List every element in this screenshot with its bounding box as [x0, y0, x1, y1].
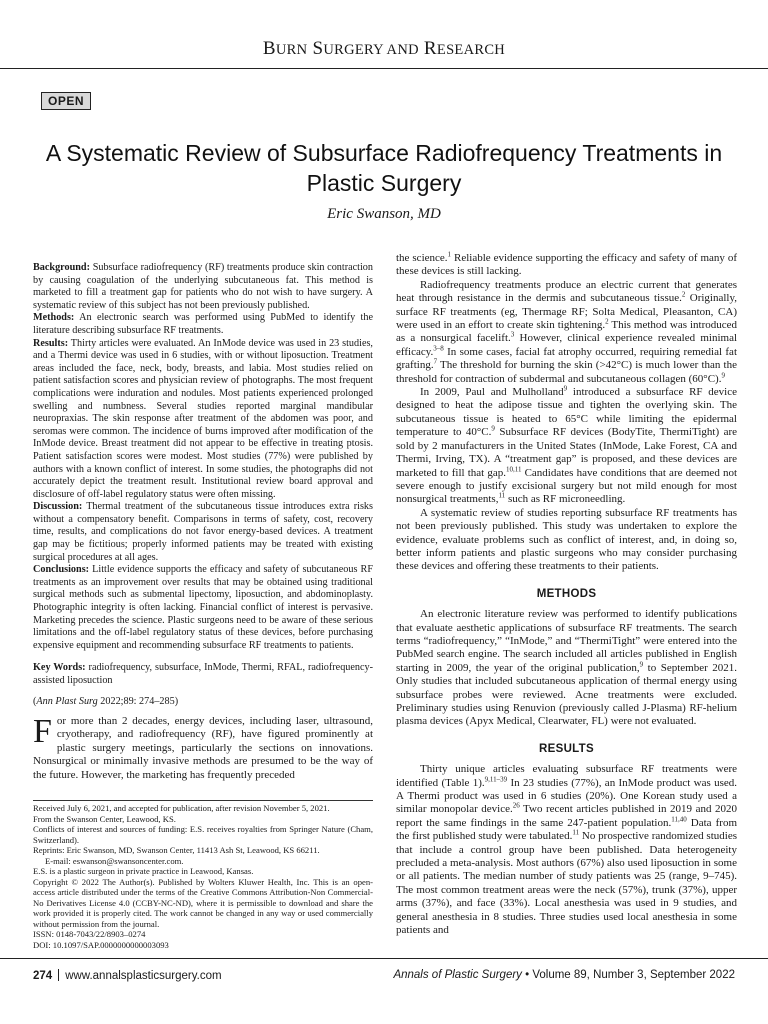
- footnote-from: From the Swanson Center, Leawood, KS.: [33, 813, 176, 824]
- journal-name-part: URGERY AND: [323, 42, 419, 58]
- footer-rule: [0, 958, 768, 959]
- ref-sup: 9: [563, 384, 568, 393]
- abstract-results: [33, 338, 373, 502]
- section-label: Background:: [33, 262, 90, 273]
- paragraph: A systematic review of studies reporting subsurface RF treatments has not been previously published. This study was undertaken to explore the evidence, evaluate problems such as conflict of interest, and, in doing so, better inform patients and plastic surgeons who may consider purchasing these devices and offering these treatments to their patients.: [396, 506, 737, 573]
- ref-sup: 9: [639, 660, 644, 669]
- page-number: 274: [33, 970, 53, 982]
- footnotes: [33, 803, 373, 950]
- citation-details: 2022;89: 274–285): [97, 695, 179, 707]
- section-heading-methods: METHODS: [536, 587, 597, 600]
- keywords: [33, 662, 373, 687]
- ref-sup: 9,11–39: [484, 774, 508, 783]
- abstract-background: [33, 262, 373, 312]
- section-label: Methods:: [33, 312, 75, 324]
- section-text: Subsurface radiofrequency (RF) treatments produce skin contraction by causing coagulation of the underlying subcutaneous fat. This method is marketed to fill a treatment gap for patients who do not wish to have surgery. A systematic review of this subject has not been previously published.: [33, 262, 373, 311]
- section-text: An electronic search was performed using PubMed to identify the literature describing subsurface RF treatments.: [33, 312, 373, 336]
- journal-url[interactable]: www.annalsplasticsurgery.com: [65, 970, 222, 982]
- journal-name-part: R: [423, 38, 437, 59]
- ref-sup: 7: [433, 357, 438, 366]
- ref-sup: 2: [681, 290, 686, 299]
- section-label: Conclusions:: [33, 564, 90, 576]
- ref-sup: 3–8: [433, 344, 444, 353]
- paragraph: In 2009, Paul and Mulholland$^9$ introduced a subsurface RF device designed to heat the adipose tissue and tighten the overlying skin. The subcutaneous tissue is heated to 65°C while limiting the epidermal temperature to 40°C.$^9$ Subsurface RF devices (BodyTite, ThermiTight) are sold by 2 manufacturers in the United States (InMode, Lake Forest, CA and Thermi, Irving, TX). A “treatment gap” is proposed, and these devices are marketed to fill that gap.$^{10,11}$ Candidates have conditions that are deemed not severe enough to justify excisional surgery but not mild enough for most nonsurgical treatments,$^{11}$ such as RF microneedling.: [396, 384, 738, 506]
- section-text: Thirty articles were evaluated. An InMode device was used in 23 studies, and a Thermi device was used in 6 studies, with or without liposuction. Treatment areas included the face, neck, body, breasts, and labia. Most studies relied on patient satisfaction scores and physician review of photographs. The most frequent complications were induration and nodules. Most patients experienced prolonged swelling and numbness. Several studies reported marginal mandibular neuropraxias. The skin response after treatment of the abdomen was poor, and seromas were common. The incidence of burns improved after modification of the InMode device. Breast treatment did not appear to be effective in treating ptosis. Patient satisfaction scores were modest. Most studies (77%) were published by authors with a known conflict of interest. In some studies, the photographs did not accurately depict the treatment result. Institutional review board approval and disclosure of off-label regulatory status were often missing.: [33, 337, 373, 500]
- article-author: Eric Swanson, MD: [327, 206, 441, 222]
- footnote-rule: [33, 800, 373, 801]
- paragraph: Radiofrequency treatments produce an electric current that generates heat through resistance in the dermis and subcutaneous tissue.$^2$ Originally, surface RF treatments (eg, Thermage RF; Solta Medical, Pleasanton, CA) were used in an effort to create skin tightening.$^2$ This method was introduced as a nonsurgical facelift.$^3$ However, clinical experience revealed minimal efficacy.$^{3-8}$ In some cases, facial fat atrophy occurred, requiring remedial fat grafting.$^7$ The threshold for burning the skin (>42°C) is much lower than the threshold for contraction of subdermal and subcutaneous collagen (60°C).$^9$: [396, 278, 738, 385]
- footnote-private: E.S. is a plastic surgeon in private practice in Leawood, Kansas.: [33, 866, 254, 876]
- section-label: Results:: [33, 337, 69, 349]
- open-access-badge: OPEN: [41, 92, 91, 110]
- paragraph: An electronic literature review was performed to identify publications that evaluate aesthetic applications of subsurface RF treatments. The search terms “radiofrequency,” “InMode,” and “ThermiTight” were entered into the PubMed search engine. The search included all articles published in English starting in 2009, the year of the original publication,$^9$ to September 2021. Only studies that included subcutaneous application of thermal energy using subsurface probes were reviewed. Acne treatments were excluded. Preliminary studies using Renuvion (previously called J-Plasma) RF-helium plasma devices (Apyx Medical, Clearwater, FL) were not evaluated.: [396, 608, 737, 728]
- ref-sup: 11,40: [671, 815, 687, 824]
- introduction: [33, 715, 373, 782]
- journal-name-part: ESEARCH: [436, 42, 506, 58]
- drop-cap: F: [33, 713, 52, 750]
- citation: [33, 696, 373, 709]
- paragraph: the science.$^1$ Reliable evidence supporting the efficacy and safety of many of these devices is still lacking.: [396, 250, 738, 278]
- abstract-conclusions: [33, 564, 373, 652]
- journal-header: [0, 38, 768, 60]
- footnote-issn: ISSN: 0148-7043/22/8903–0274: [33, 929, 146, 939]
- keywords-text: radiofrequency, subsurface, InMode, Thermi, RFAL, radiofrequency-assisted liposuction: [33, 662, 374, 686]
- ref-sup: 10,11: [505, 464, 522, 473]
- header-rule: [0, 68, 768, 69]
- footnote-reprints: Reprints: Eric Swanson, MD, Swanson Center, 11413 Ash St, Leawood, KS 66211.: [33, 845, 320, 855]
- ref-sup: 2: [605, 317, 609, 326]
- journal-name-part: S: [312, 38, 324, 59]
- footer-journal: Annals of Plastic Surgery: [393, 969, 522, 981]
- citation-paren: (: [33, 695, 37, 707]
- intro-text: or more than 2 decades, energy devices, including laser, ultrasound, cryotherapy, and radiofrequency (RF), have figured prominently at plastic surgery meetings, particularly the sections on innovations. Nonsurgical or minimally invasive methods are presumed to be the way of the future. However, the marketing has frequently preceded: [33, 715, 373, 781]
- abstract: [33, 262, 373, 708]
- ref-sup: 9: [721, 371, 725, 379]
- article-title: A Systematic Review of Subsurface Radiofrequency Treatments in Plastic Surgery: [45, 140, 723, 196]
- body-column-right: [396, 252, 737, 938]
- page-footer-left: [33, 969, 222, 982]
- section-text: Little evidence supports the efficacy and safety of subcutaneous RF treatments as an improvement over results that may be obtained using traditional surgical methods such as submental lipectomy, liposuction, and abdominoplasty. Photographic integrity is often lacking. Financial conflict of interest is pervasive. Marketing precedes the science. Plastic surgeons need to be aware of these serious limitations and the off-label regulatory status of these devices, before purchasing expensive equipment and recommending subsurface RF treatments to patients.: [33, 564, 374, 651]
- citation-journal: Ann Plast Surg: [36, 695, 98, 707]
- footnote-doi: DOI: 10.1097/SAP.0000000000003093: [33, 939, 169, 950]
- ref-sup: 26: [512, 801, 520, 810]
- footnote-received: Received July 6, 2021, and accepted for publication, after revision November 5, 2021.: [33, 803, 330, 813]
- section-text: Thermal treatment of the subcutaneous tissue introduces extra risks without a compensatory benefit. Comparisons in terms of safety, cost, recovery time, results, and complications do not favor energy-based devices. A treatment gap may be fictitious; properly informed patients may be treated with existing surgical procedures at all ages.: [33, 501, 373, 563]
- footnote-email: E-mail: eswanson@swansoncenter.com.: [45, 855, 184, 866]
- ref-sup: 11: [572, 828, 580, 837]
- section-heading-results: RESULTS: [539, 742, 594, 755]
- abstract-discussion: [33, 501, 373, 564]
- journal-name-part: B: [262, 38, 276, 59]
- footer-separator: [58, 969, 59, 981]
- paragraph: Thirty unique articles evaluating subsurface RF treatments were identified (Table 1).$^{9,11-39}$ In 23 studies (77%), an InMode product was used. A Thermi product was used in 6 studies (20%). One Korean study used a similar monopolar device.$^{26}$ Two recent articles published in 2019 and 2020 report the same findings in the same 247-patient population.$^{11,40}$ Data from the first published study were tabulated.$^{11}$ No prospective randomized studies that include a control group have been published. Data heterogeneity precluded a meta-analysis. Most authors (67%) also used liposuction in some or all patients. The median number of study patients was 25 (range, 9–745). The most common treatment areas were the neck (57%), trunk (37%), upper arms (37%), and face (33%). Local anesthesia was used in 9 studies, and general anesthesia in 8 studies. Three studies used local anesthesia in some patients and: [396, 763, 737, 937]
- footnote-copyright: Copyright © 2022 The Author(s). Published by Wolters Kluwer Health, Inc. This is an open-access article distributed under the terms of the Creative Commons Attribution-Non Commercial-No Derivatives License 4.0 (CCBY-NC-ND), where it is permissible to download and share the work provided it is properly cited. The work cannot be changed in any way or used commercially without permission from the journal.: [33, 876, 373, 929]
- footnote-conflicts: Conflicts of interest and sources of funding: E.S. receives royalties from Springer Nature (Cham, Switzerland).: [33, 824, 373, 845]
- ref-sup: 11: [498, 491, 506, 500]
- journal-name-part: URN: [275, 42, 308, 58]
- page-footer-right: [393, 969, 735, 981]
- keywords-label: Key Words:: [33, 662, 86, 674]
- ref-sup: 9: [491, 424, 495, 433]
- ref-sup: 1: [447, 250, 452, 259]
- abstract-methods: [33, 312, 373, 337]
- ref-sup: 3: [510, 330, 515, 339]
- footer-issue: • Volume 89, Number 3, September 2022: [521, 969, 735, 981]
- section-label: Discussion:: [33, 501, 83, 513]
